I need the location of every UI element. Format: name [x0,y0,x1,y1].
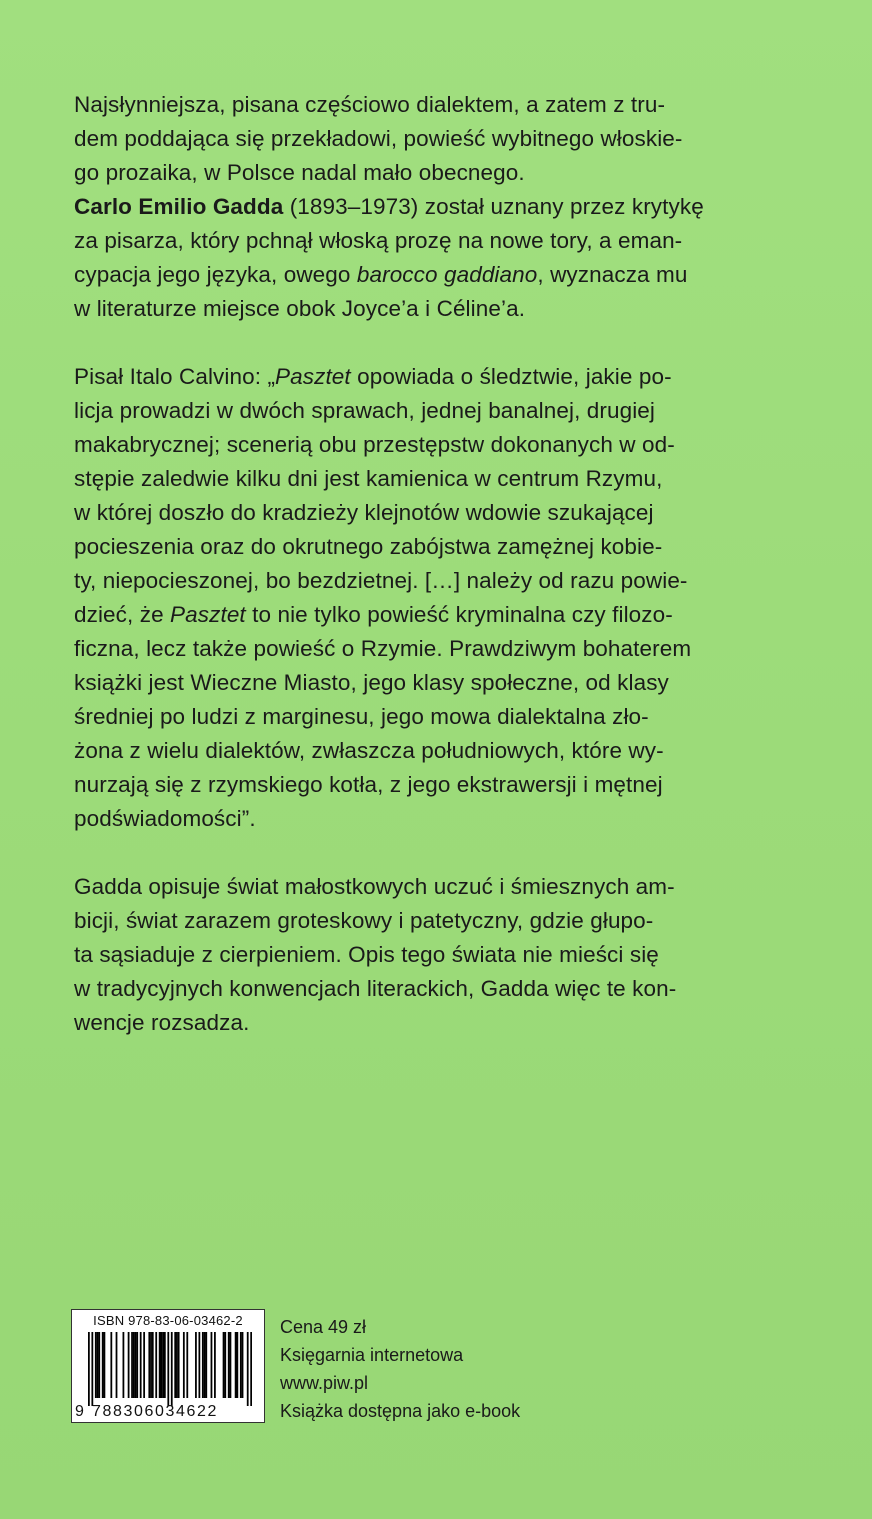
barcode-bar [143,1332,145,1398]
price-text: Cena 49 zł [280,1317,367,1337]
text-line [74,190,804,224]
barcode-bar [224,1332,226,1398]
barcode-bar [155,1332,157,1398]
text-line [74,360,804,394]
italic-title: Pasztet [275,364,351,389]
publisher-info [280,1313,520,1425]
barcode-bar [242,1332,244,1398]
barcode-bar [174,1332,176,1398]
barcode-bar [102,1332,104,1398]
barcode-bar [133,1332,135,1398]
barcode-bar [214,1332,216,1398]
blurb-paragraph-2 [74,360,804,836]
italic-phrase: barocco gaddiano [356,262,538,287]
barcode-bar [161,1332,163,1398]
isbn-label: ISBN 978-83-06-03462-2 [93,1313,243,1328]
barcode-bar [198,1332,200,1398]
text-line: nurzają się z rzymskiego kotła, z jego ekstrawersji i mętnej [74,772,663,797]
barcode-bar [116,1332,118,1398]
barcode-bar [228,1332,230,1398]
barcode-bar [110,1332,112,1398]
text-line: Gadda opisuje świat małostkowych uczuć i śmiesznych am- [74,874,675,899]
barcode-first-digit: 9 [75,1403,84,1420]
author-dates-text: (1893–1973) został uznany przez krytykę [283,194,704,219]
website-link[interactable]: www.piw.pl [280,1373,369,1393]
barcode-bar [98,1332,100,1398]
barcode-bar [195,1332,197,1398]
text-segment: cypacja jego języka, owego [74,262,357,287]
barcode-bar [128,1332,130,1398]
text-line: w której doszło do kradzieży klejnotów wdowie szukającej [74,500,654,525]
barcode-bar [183,1332,185,1398]
text-line: za pisarza, który pchnął włoską prozę na nowe tory, a eman- [74,228,683,253]
ebook-text: Książka dostępna jako e-book [280,1401,521,1421]
barcode-bar [140,1332,142,1398]
text-line: ficzna, lecz także powieść o Rzymie. Prawdziwym bohaterem [74,636,692,661]
text-line: makabrycznej; scenerią obu przestępstw dokonanych w od- [74,432,675,457]
barcode-bar [202,1332,204,1398]
barcode-bar [148,1332,150,1398]
text-line: ty, niepocieszonej, bo bezdzietnej. […] należy od razu powie- [74,568,688,593]
barcode-digit-groups: 788306034622 [92,1403,218,1420]
text-line: stępie zaledwie kilku dni jest kamienica w centrum Rzymu, [74,466,663,491]
barcode-bar [247,1332,249,1406]
text-segment: opowiada o śledztwie, jakie po- [350,364,672,389]
text-line: w tradycyjnych konwencjach literackich, Gadda więc te kon- [74,976,677,1001]
text-segment: dzieć, że [74,602,171,627]
barcode-bar [150,1332,152,1398]
text-line: średniej po ludzi z marginesu, jego mowa dialektalna zło- [74,704,649,729]
text-line: wencje rozsadza. [74,1010,250,1035]
barcode-bar [159,1332,161,1398]
text-line: dem poddająca się przekładowi, powieść wybitnego włoskie- [74,126,683,151]
barcode-bar [250,1332,252,1406]
barcode-bar [176,1332,178,1398]
bookstore-text: Księgarnia internetowa [280,1345,464,1365]
text-segment: , wyznacza mu [537,262,688,287]
barcode-bar [91,1332,93,1406]
barcode-bar [171,1332,173,1406]
text-line: w literaturze miejsce obok Joyce’a i Céline’a. [74,296,526,321]
text-line: licja prowadzi w dwóch sprawach, jednej banalnej, drugiej [74,398,656,423]
text-line: bicji, świat zarazem groteskowy i patetyczny, gdzie głupo- [74,908,654,933]
text-line: go prozaika, w Polsce nadal mało obecnego. [74,160,525,185]
text-line: ta sąsiaduje z cierpieniem. Opis tego świata nie mieści się [74,942,659,967]
text-line: Najsłynniejsza, pisana częściowo dialektem, a zatem z tru- [74,92,666,117]
barcode-bar [223,1332,225,1398]
author-name: Carlo Emilio Gadda [74,194,284,219]
italic-title: Pasztet [170,602,246,627]
barcode-bar [235,1332,237,1398]
barcode-bar [104,1332,106,1398]
barcode-bar [135,1332,137,1398]
text-line [74,598,804,632]
barcode-bar [95,1332,97,1398]
barcode-bar [186,1332,188,1398]
barcode-bar [167,1332,169,1406]
barcode-bar [123,1332,125,1398]
isbn-barcode [71,1309,265,1423]
text-segment: Pisał Italo Calvino: „ [74,364,276,389]
text-line [74,258,804,292]
barcode-bar [88,1332,90,1406]
barcode-bar [230,1332,232,1398]
barcode-bar [205,1332,207,1398]
barcode-bar [152,1332,154,1398]
text-line: książki jest Wieczne Miasto, jego klasy społeczne, od klasy [74,670,669,695]
text-segment: to nie tylko powieść kryminalna czy filozo- [245,602,673,627]
barcode-bar [236,1332,238,1398]
text-line: pocieszenia oraz do okrutnego zabójstwa zamężnej kobie- [74,534,663,559]
barcode-bar [162,1332,164,1398]
barcode-bar [131,1332,133,1398]
text-line: żona z wielu dialektów, zwłaszcza południowych, które wy- [74,738,664,763]
blurb-text [74,88,804,1040]
barcode-bar [136,1332,138,1398]
barcode-bar [97,1332,99,1398]
barcode-bar [178,1332,180,1398]
blurb-paragraph-3 [74,870,804,1040]
blurb-paragraph-1 [74,88,804,326]
barcode-bar [164,1332,166,1398]
barcode-bar [211,1332,213,1398]
barcode-bar [204,1332,206,1398]
barcode-bar [240,1332,242,1398]
barcode-bars-icon [88,1332,252,1406]
text-line: podświadomości”. [74,806,256,831]
